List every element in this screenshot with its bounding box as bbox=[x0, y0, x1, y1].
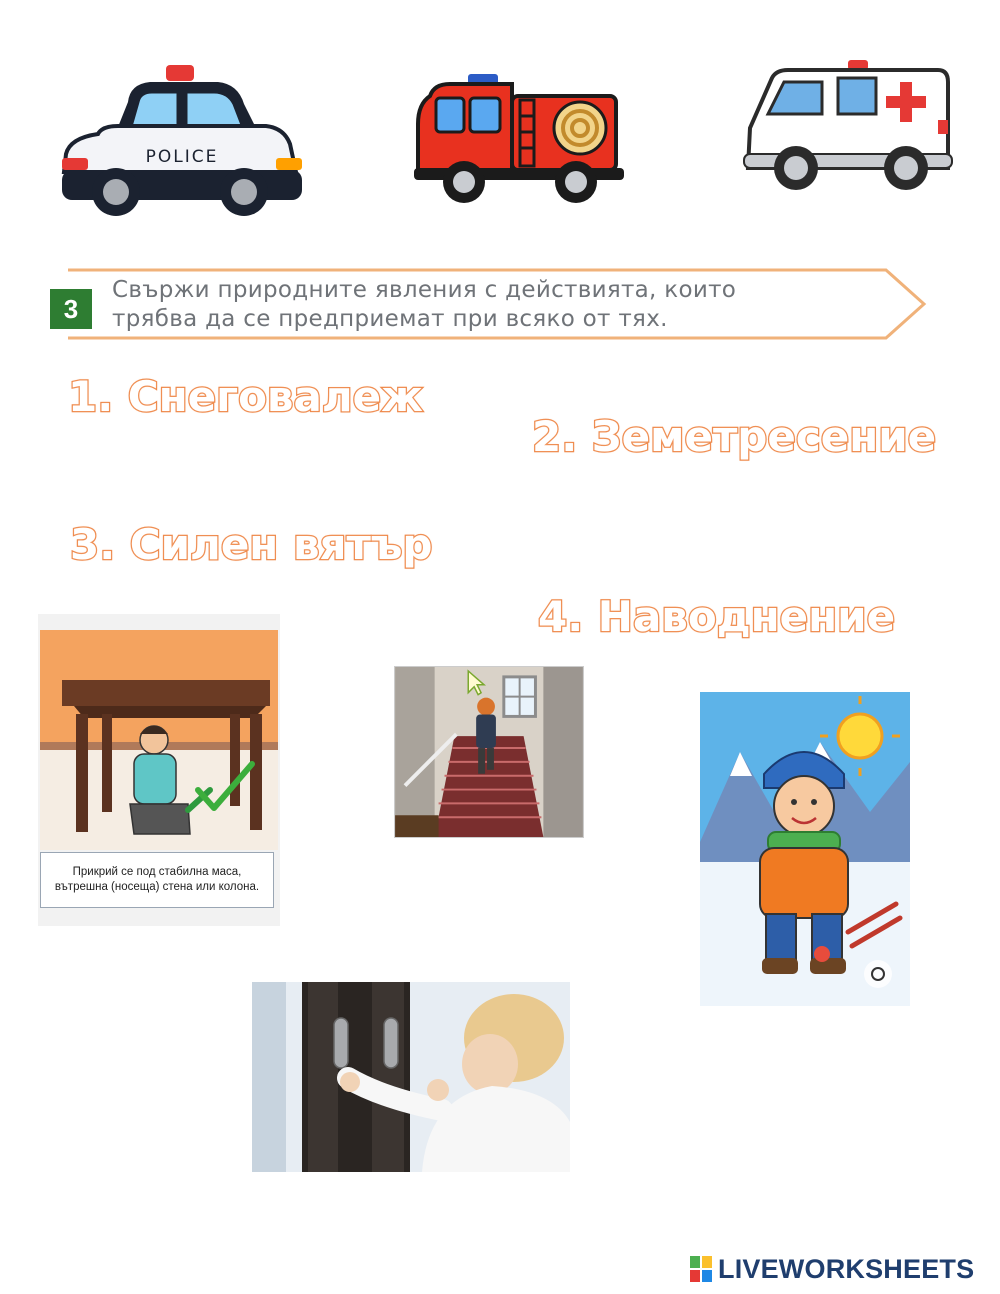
task-banner bbox=[46, 266, 928, 342]
police-car-image bbox=[58, 62, 306, 222]
task-instruction-line-1: Свържи природните явления с действията, които bbox=[112, 277, 737, 303]
task-instruction bbox=[112, 276, 912, 334]
liveworksheets-watermark bbox=[690, 1252, 974, 1286]
phenomenon-1-label[interactable]: 1. Снеговалеж bbox=[68, 372, 423, 421]
under-table-caption: Прикрий се под стабилна маса, вътрешна (носеща) стена или колона. bbox=[40, 852, 274, 908]
police-car-label: POLICE bbox=[145, 147, 219, 167]
window-girl-picture[interactable] bbox=[252, 982, 570, 1172]
phenomenon-2-label[interactable]: 2. Земетресение bbox=[532, 412, 937, 461]
fire-truck-image bbox=[412, 70, 626, 206]
task-number-badge: 3 bbox=[50, 289, 92, 329]
liveworksheets-logo-icon bbox=[690, 1256, 714, 1282]
liveworksheets-wordmark: LIVEWORKSHEETS bbox=[718, 1253, 975, 1284]
winter-boy-picture[interactable] bbox=[700, 692, 910, 1006]
ambulance-image bbox=[742, 58, 954, 196]
phenomenon-3-label[interactable]: 3. Силен вятър bbox=[70, 520, 433, 569]
task-instruction-line-2: трябва да се предприемат при всяко от тях. bbox=[112, 306, 668, 332]
under-table-picture[interactable] bbox=[38, 614, 280, 926]
stairs-picture[interactable] bbox=[394, 666, 584, 838]
phenomenon-4-label[interactable]: 4. Наводнение bbox=[538, 592, 896, 641]
